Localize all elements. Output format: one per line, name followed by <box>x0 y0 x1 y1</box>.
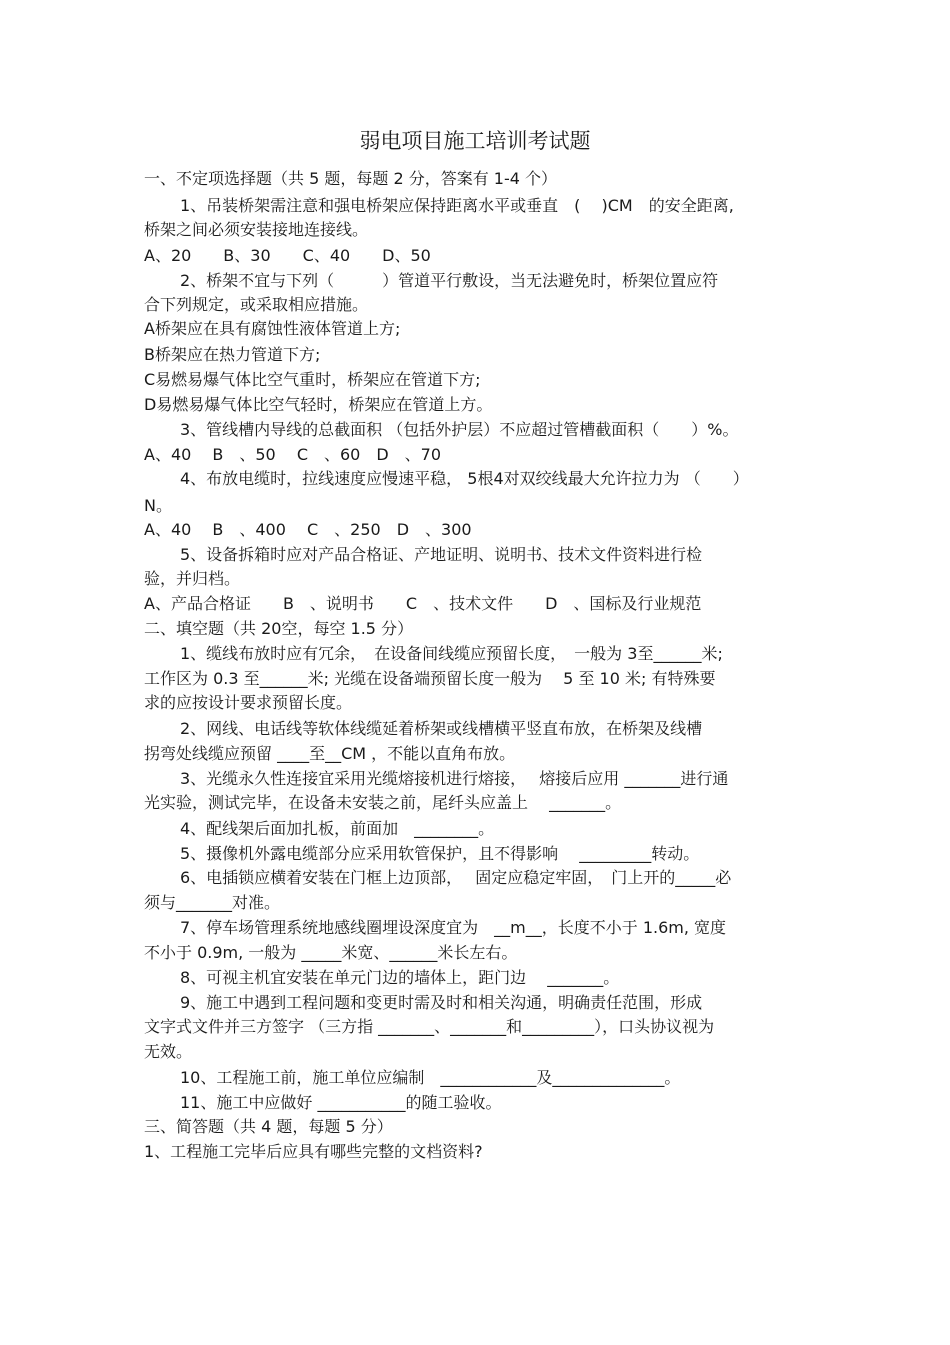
question-text: 5、摄像机外露电缆部分应采用软管保护，且不得影响 _________转动。 <box>180 844 700 863</box>
question-text: 9、施工中遇到工程问题和变更时需及时和相关沟通，明确责任范围，形成 <box>180 993 703 1012</box>
question-text: 10、工程施工前，施工单位应编制 ____________及______________。 <box>180 1068 681 1087</box>
question-text: 3、管线槽内导线的总截面积 （包括外护层）不应超过管槽截面积（ ）%。 <box>180 420 739 439</box>
question-text: 须与_______对准。 <box>144 893 281 912</box>
question-text: 验，并归档。 <box>144 569 241 588</box>
question-text: 不小于 0.9m, 一般为 _____米宽、______米长左右。 <box>144 943 518 962</box>
question-text: 4、布放电缆时，拉线速度应慢速平稳， 5根4对双绞线最大允许拉力为 （ ） <box>180 469 749 488</box>
question-text: 工作区为 0.3 至______米; 光缆在设备端预留长度一般为 5 至 10 米; 有特殊要 <box>144 669 716 688</box>
page-title: 弱电项目施工培训考试题 <box>359 129 591 153</box>
question-text: 文字式文件并三方签字 （三方指 _______、_______和_________），口头协议视为 <box>144 1017 715 1036</box>
question-text: 光实验，测试完毕，在设备未安装之前，尾纤头应盖上 _______。 <box>144 793 622 812</box>
answer-options: A、20 B、30 C、40 D、50 <box>144 246 431 265</box>
question-text: 1、缆线布放时应有冗余， 在设备间线缆应预留长度， 一般为 3至______米; <box>180 644 723 663</box>
answer-options: A、40 B 、400 C 、250 D 、300 <box>144 520 472 539</box>
question-text: 合下列规定，或采取相应措施。 <box>144 295 369 314</box>
question-text: 2、网线、电话线等软体线缆延着桥架或线槽横平竖直布放，在桥架及线槽 <box>180 719 703 738</box>
question-text: 7、停车场管理系统地感线圈埋设深度宜为 __m__，长度不小于 1.6m, 宽度 <box>180 918 727 937</box>
question-text: 桥架之间必须安装接地连接线。 <box>144 220 369 239</box>
question-text: 无效。 <box>144 1042 193 1061</box>
question-text: 4、配线架后面加扎板，前面加 ________。 <box>180 819 495 838</box>
answer-option: B桥架应在热力管道下方; <box>144 345 321 364</box>
section-heading-short-answer: 三、简答题（共 4 题，每题 5 分） <box>144 1117 393 1136</box>
question-text: 5、设备拆箱时应对产品合格证、产地证明、说明书、技术文件资料进行检 <box>180 545 703 564</box>
answer-options: A、产品合格证 B 、说明书 C 、技术文件 D 、国标及行业规范 <box>144 594 702 613</box>
question-text: 11、施工中应做好 ___________的随工验收。 <box>180 1093 502 1112</box>
section-heading-choice: 一、不定项选择题（共 5 题，每题 2 分，答案有 1-4 个） <box>144 169 558 188</box>
section-heading-fill: 二、填空题（共 20空，每空 1.5 分） <box>144 619 414 638</box>
question-text: 求的应按设计要求预留长度。 <box>144 693 353 712</box>
answer-option: C易燃易爆气体比空气重时，桥架应在管道下方; <box>144 370 481 389</box>
question-text: 1、工程施工完毕后应具有哪些完整的文档资料? <box>144 1142 483 1161</box>
question-text: 1、吊装桥架需注意和强电桥架应保持距离水平或垂直 ( )CM 的安全距离, <box>180 196 734 215</box>
question-text: 拐弯处线缆应预留 ____至__CM ，不能以直角布放。 <box>144 744 516 763</box>
question-text: 3、光缆永久性连接宜采用光缆熔接机进行熔接， 熔接后应用 _______进行通 <box>180 769 729 788</box>
answer-options: A、40 B 、50 C 、60 D 、70 <box>144 445 442 464</box>
answer-option: A桥架应在具有腐蚀性液体管道上方; <box>144 319 401 338</box>
question-text: N。 <box>144 496 172 515</box>
answer-option: D易燃易爆气体比空气轻时，桥架应在管道上方。 <box>144 395 493 414</box>
question-text: 2、桥架不宜与下列（ ）管道平行敷设，当无法避免时，桥架位置应符 <box>180 271 719 290</box>
question-text: 6、电插锁应横着安装在门框上边顶部， 固定应稳定牢固， 门上开的_____必 <box>180 868 732 887</box>
question-text: 8、可视主机宜安装在单元门边的墙体上，距门边 _______。 <box>180 968 620 987</box>
